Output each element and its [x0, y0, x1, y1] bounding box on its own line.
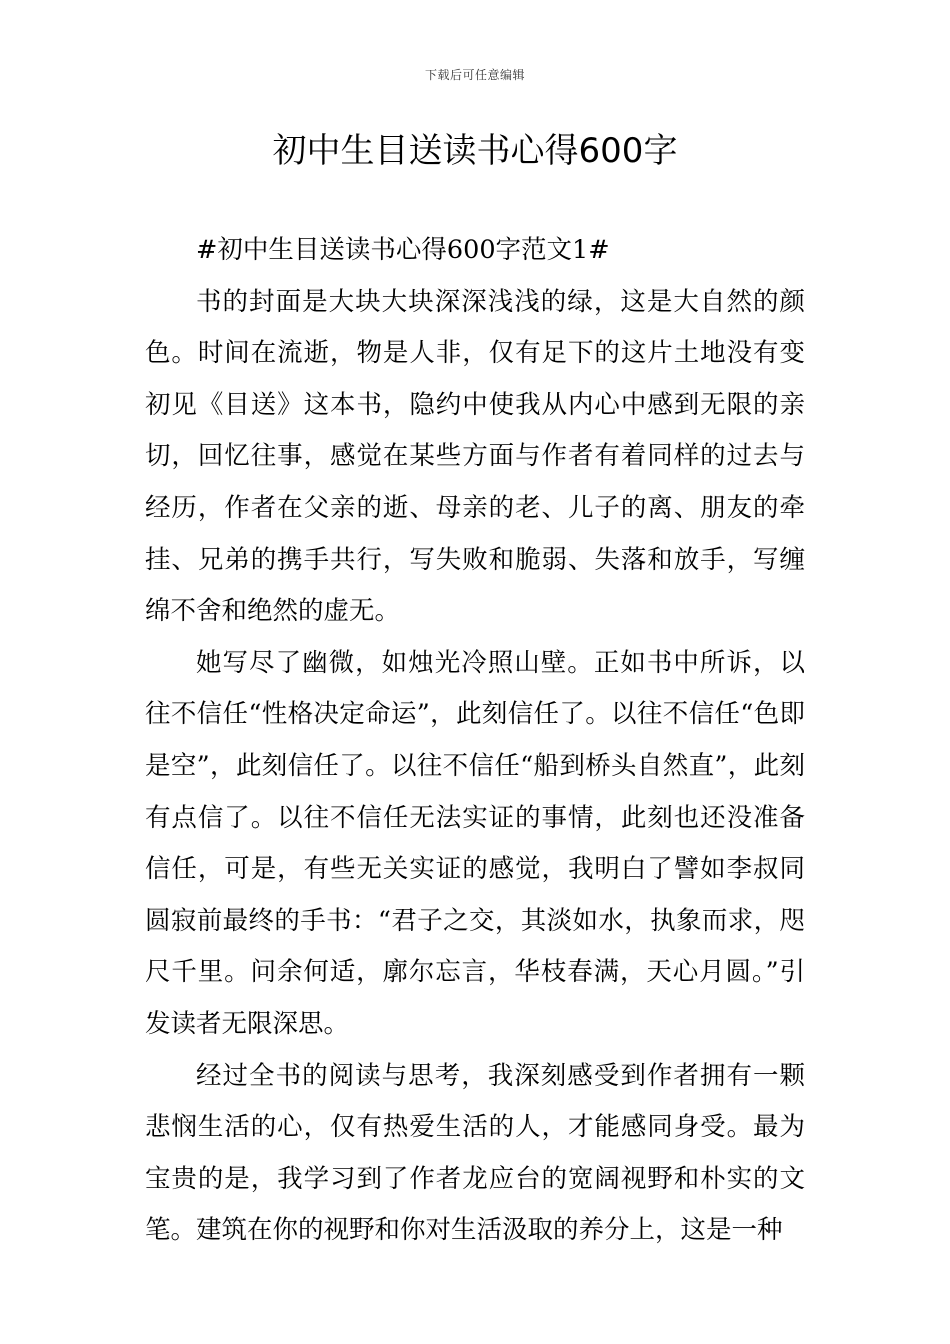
paragraph-2: 她写尽了幽微，如烛光冷照山壁。正如书中所诉，以往不信任“性格决定命运”，此刻信任了。以往不信任“色即是空”，此刻信任了。以往不信任“船到桥头自然直”，此刻有点信了。以往不信任无法实证的事情，此刻也还没准备信任，可是，有些无关实证的感觉，我明白了譬如李叔同圆寂前最终的手书：“君子之交，其淡如水，执象而求，咫尺千里。问余何适，廓尔忘言，华枝春满，天心月圆。”引发读者无限深思。	[145, 647, 805, 1039]
document-body	[145, 225, 805, 1257]
paragraph-1: 书的封面是大块大块深深浅浅的绿，这是大自然的颜色。时间在流逝，物是人非，仅有足下的这片土地没有变初见《目送》这本书，隐约中使我从内心中感到无限的亲切，回忆往事，感觉在某些方面与作者有着同样的过去与经历，作者在父亲的逝、母亲的老、儿子的离、朋友的牵挂、兄弟的携手共行，写失败和脆弱、失落和放手，写缠绵不舍和绝然的虚无。	[145, 286, 805, 627]
document-title: 初中生目送读书心得600字	[272, 131, 678, 171]
paragraph-3: 经过全书的阅读与思考，我深刻感受到作者拥有一颗悲悯生活的心，仅有热爱生活的人，才能感同身受。最为宝贵的是，我学习到了作者龙应台的宽阔视野和朴实的文笔。建筑在你的视野和你对生活汲取的养分上，这是一种	[145, 1060, 805, 1246]
header-note: 下载后可任意编辑	[424, 68, 525, 82]
subheading: #初中生目送读书心得600字范文1#	[196, 235, 610, 265]
